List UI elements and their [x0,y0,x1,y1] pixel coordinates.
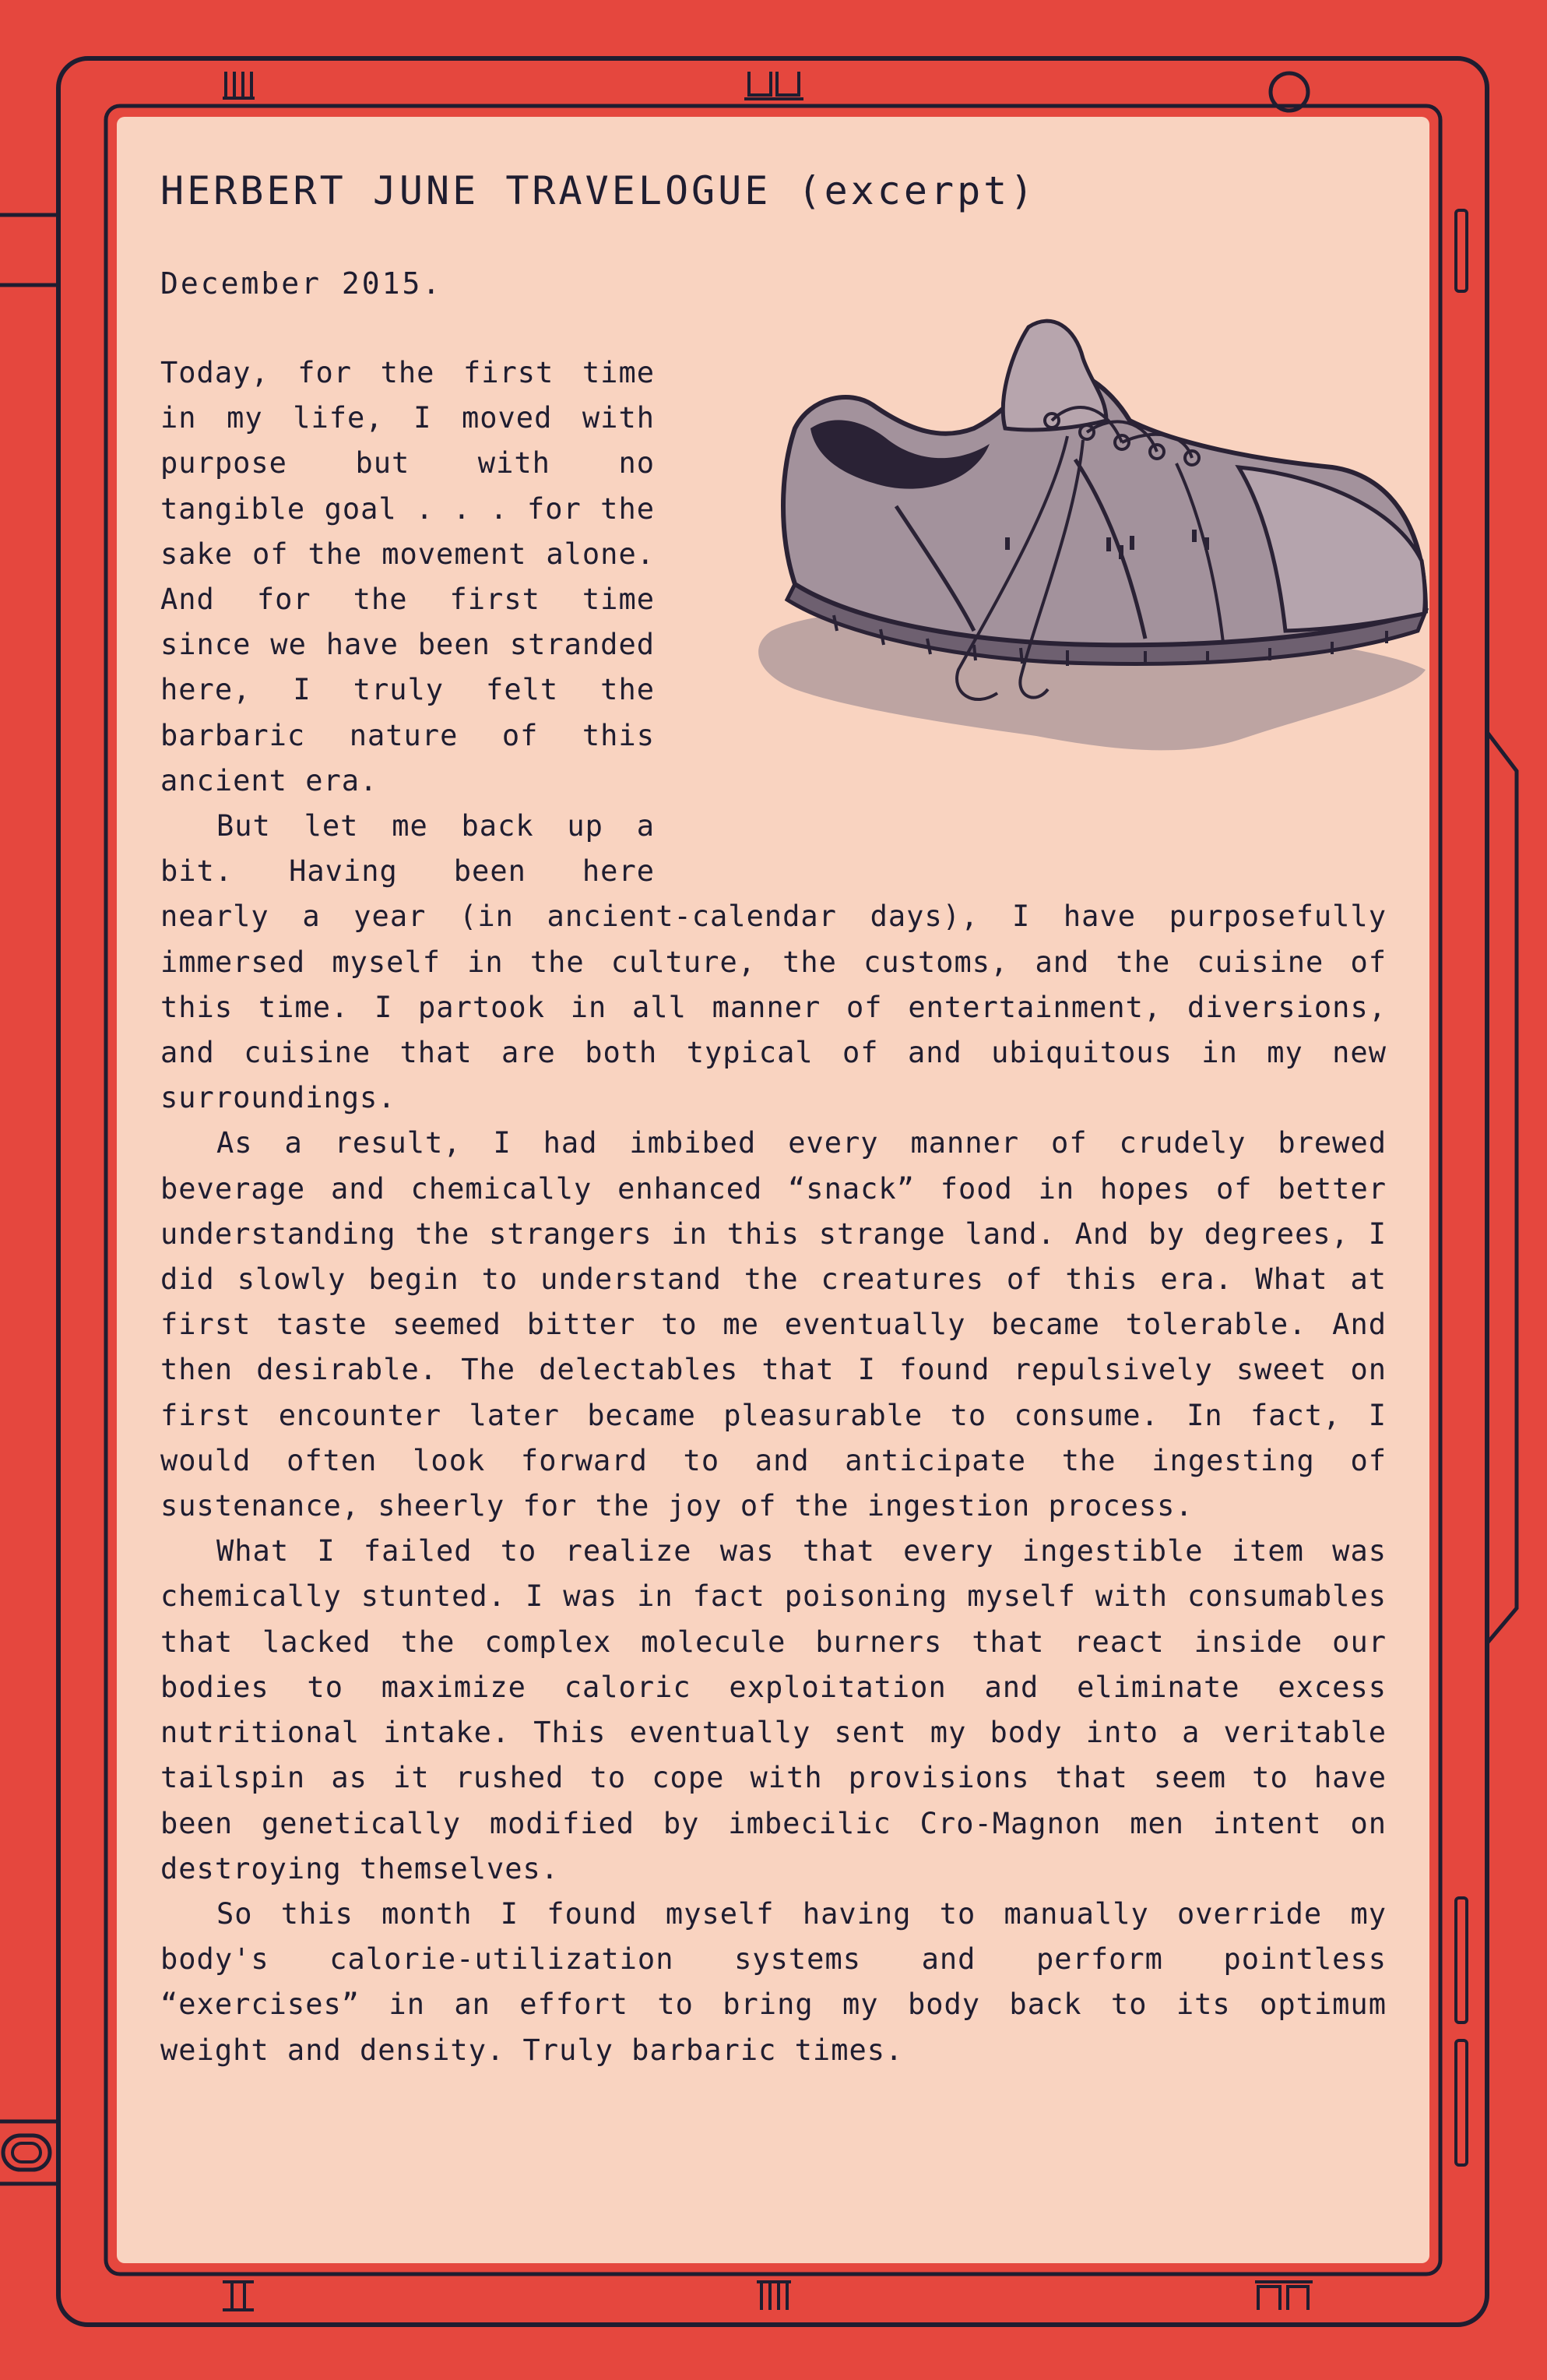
paragraph: What I failed to realize was that every ingestible item was chemically stunted. I was in fact poisoning myself with consumables that lacked the complex molecule burners that react inside our bodies to maximize caloric exploitation and eliminate excess nutritional intake. This eventually sent my body into a veritable tailspin as it rushed to cope with provisions that seem to have been genetically modified by imbecilic Cro-Magnon men intent on destroying themselves. [160,1534,1387,1885]
travelogue-body [160,350,1387,2073]
bottom-bars-mark-icon [223,2282,254,2310]
page-title: HERBERT JUNE TRAVELOGUE (excerpt) [160,168,1037,213]
paragraph: As a result, I had imbibed every manner of crudely brewed beverage and chemically enhanced “snack” food in hopes of better understanding the strangers in this strange land. And by degrees, I did slowly begin to understand the creatures of this era. What at first taste seemed bitter to me eventually became tolerable. And then desirable. The delectables that I found repulsively sweet on first encounter later became pleasurable to consume. In fact, I would often look forward to and anticipate the ingesting of sustenance, sheerly for the joy of the ingestion process. [160,1126,1387,1523]
top-cup-mark-icon [744,72,803,99]
entry-date: December 2015. [160,266,443,301]
paragraph: Today, for the first time in my life, I moved with purpose but with no tangible goal . . . for the sake of the movement alone. And for the first time since we have been stranded here, I truly felt the barbaric nature of this ancient era. [160,356,655,797]
top-bars-mark-icon [223,72,255,98]
bottom-arch-mark-icon [1255,2282,1313,2310]
side-button-icon [3,2135,50,2170]
bottom-quad-mark-icon [757,2282,791,2310]
shoe-illustration [686,304,1464,864]
paragraph: So this month I found myself having to manually override my body's calorie-utilization systems and perform pointless “exercises” in an effort to bring my body back to its optimum weight and density. Truly barbaric times. [160,1896,1387,2067]
paragraph: But let me back up a bit. Having been here nearly a year (in ancient-calendar days), I have purposefully immersed myself in the culture, the customs, and the cuisine of this time. I partook in all manner of entertainment, diversions, and cuisine that are both typical of and ubiquitous in my new surroundings. [160,809,1387,1115]
worn-sneaker-illustration [740,304,1441,771]
document-page [117,117,1429,2263]
